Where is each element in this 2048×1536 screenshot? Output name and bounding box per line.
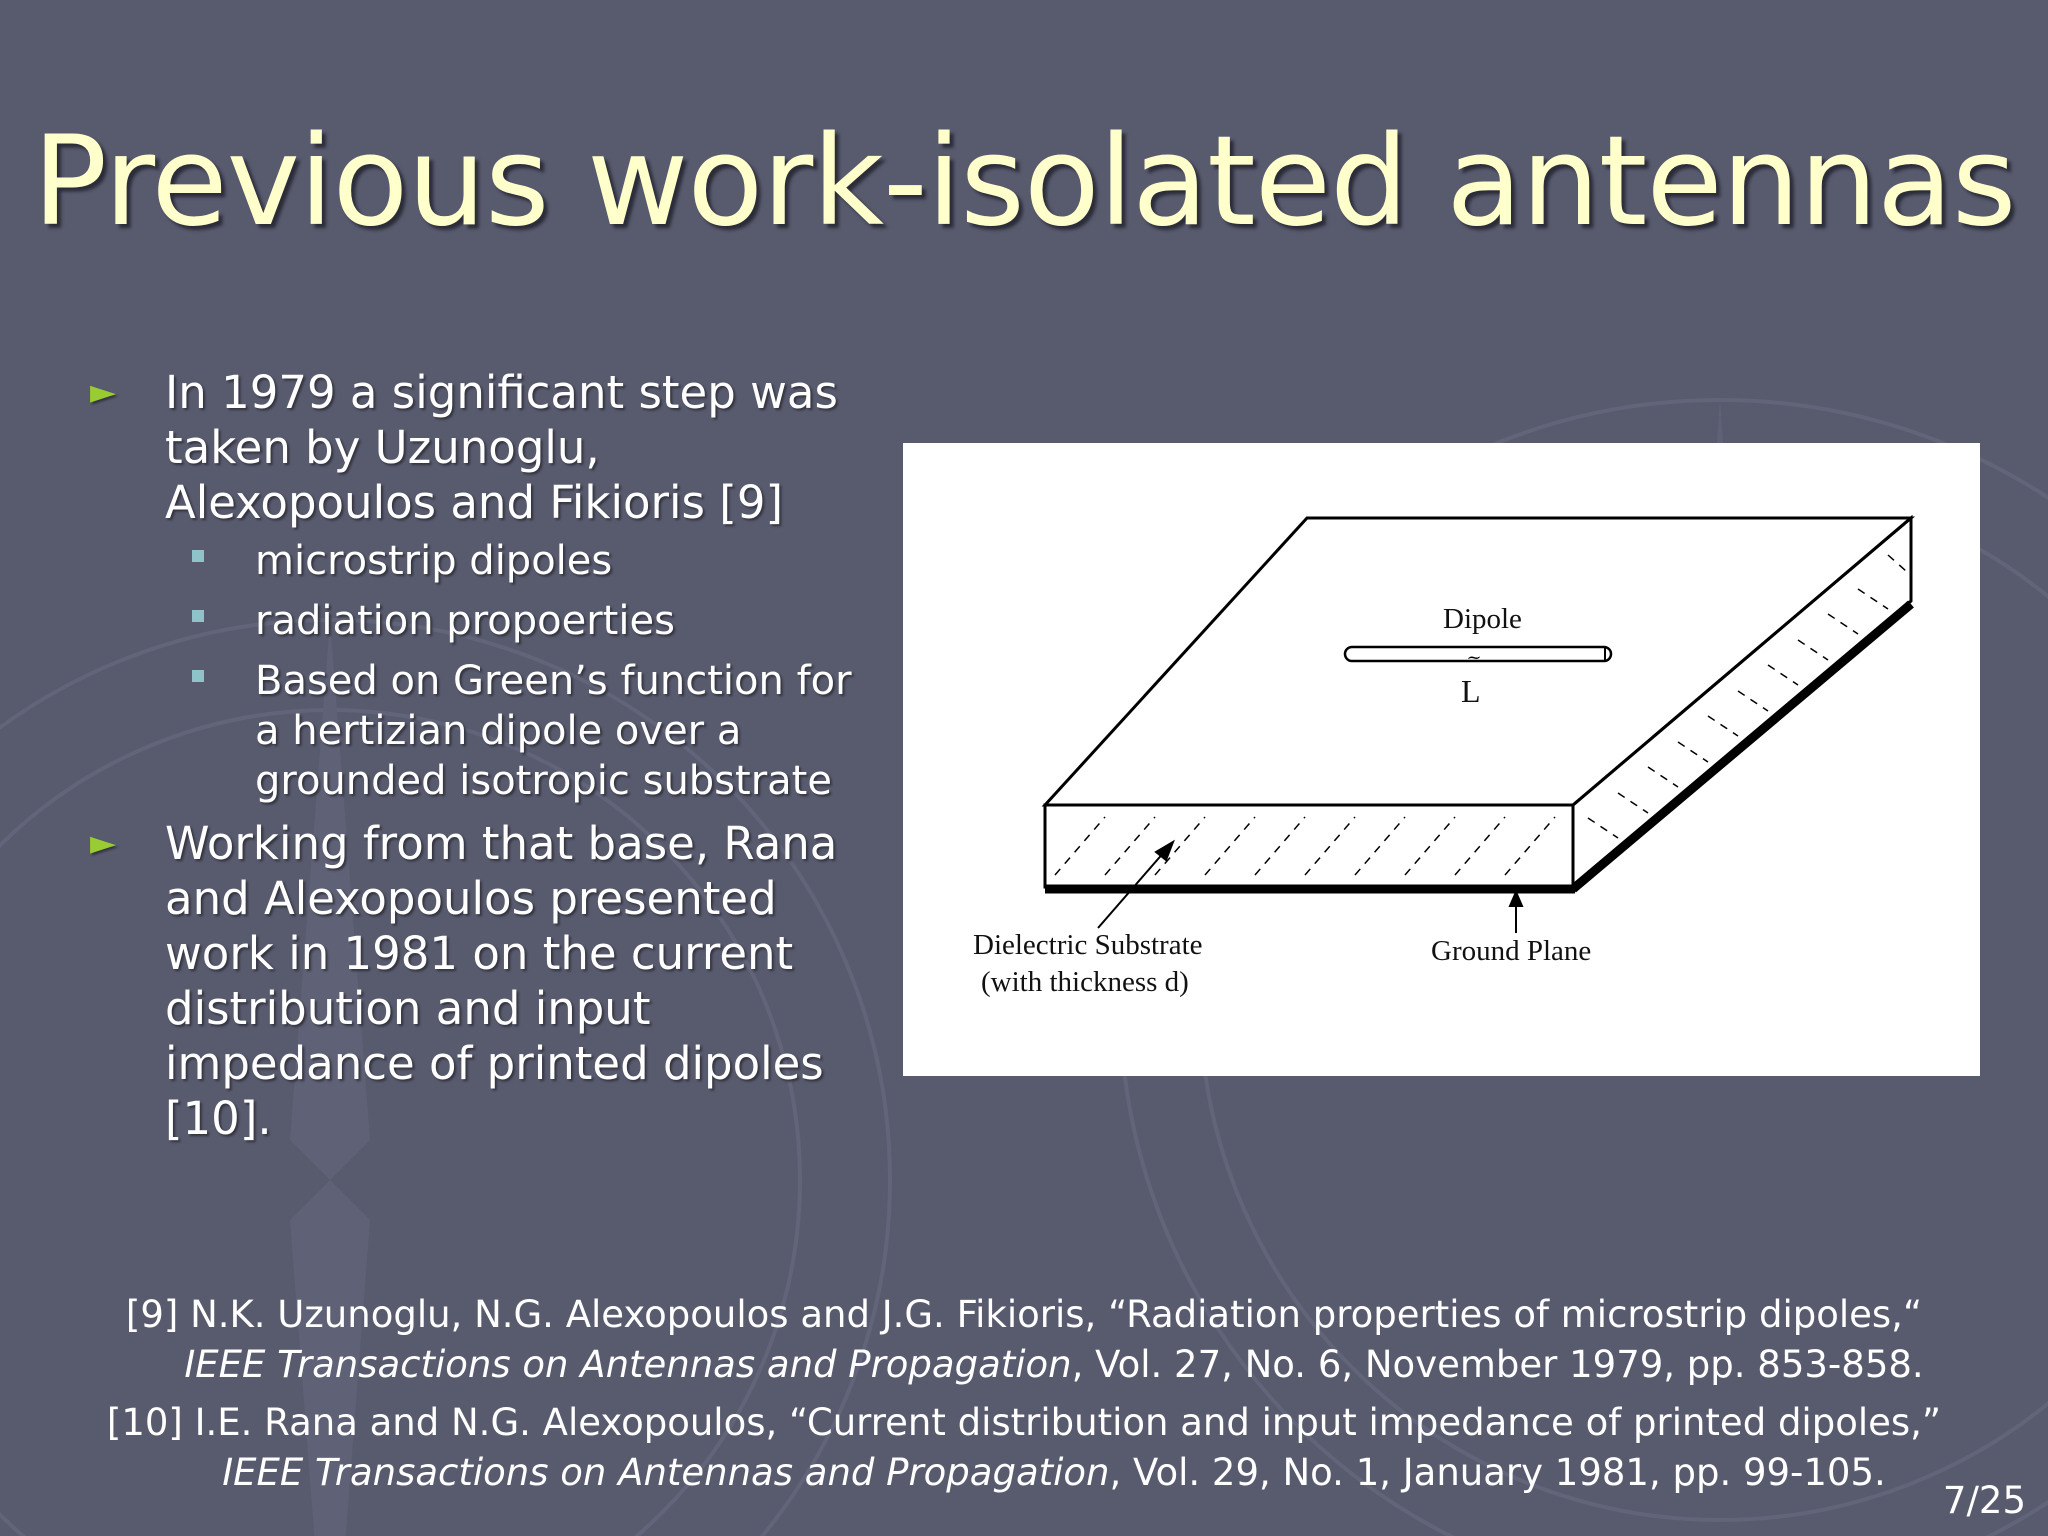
- printed-dipole-figure: [903, 443, 1980, 1076]
- length-label: L: [1461, 673, 1481, 709]
- dipole-label: Dipole: [1443, 603, 1522, 635]
- substrate-thickness-label: (with thickness d): [981, 966, 1189, 998]
- sub-bullet-list: [90, 536, 870, 806]
- ground-plane-label: Ground Plane: [1431, 935, 1592, 967]
- bullet-list: [90, 365, 870, 1146]
- sub-bullet-item: [90, 596, 870, 646]
- reference-details: , Vol. 29, No. 1, January 1981, pp. 99-105.: [1109, 1451, 1886, 1494]
- ground-plane-side: [1573, 604, 1911, 889]
- substrate-side-face: [1573, 518, 1911, 887]
- reference-journal: IEEE Transactions on Antennas and Propagation: [184, 1343, 1072, 1386]
- sub-bullet-text: Based on Green’s function for a hertizian dipole over a grounded isotropic substrate: [255, 658, 852, 804]
- triangle-bullet-icon: ►: [90, 372, 117, 412]
- page-number: 7/25: [1942, 1479, 2026, 1522]
- bullet-text: Working from that base, Rana and Alexopoulos presented work in 1981 on the current distribution and input impedance of printed dipoles [10].: [165, 817, 838, 1145]
- square-bullet-icon: [192, 610, 204, 622]
- reference-journal: IEEE Transactions on Antennas and Propagation: [222, 1451, 1110, 1494]
- references: [0, 1290, 2048, 1498]
- reference-details: , Vol. 27, No. 6, November 1979, pp. 853-858.: [1071, 1343, 1924, 1386]
- sub-bullet-text: microstrip dipoles: [255, 538, 613, 584]
- dipole-source-icon: ~: [1466, 647, 1482, 668]
- bullet-text: In 1979 a significant step was taken by Uzunoglu, Alexopoulos and Fikioris [9]: [165, 366, 838, 529]
- sub-bullet-text: radiation propoerties: [255, 598, 675, 644]
- slide-title: Previous work-isolated antennas: [32, 110, 2016, 254]
- triangle-bullet-icon: ►: [90, 823, 117, 863]
- reference-10-line2: [0, 1448, 2048, 1498]
- reference-9-line1: [9] N.K. Uzunoglu, N.G. Alexopoulos and J.G. Fikioris, “Radiation properties of microstrip dipoles,“: [125, 1293, 1923, 1336]
- bullet-item-1981: [90, 816, 870, 1146]
- bullet-item-1979: [90, 365, 870, 530]
- sub-bullet-item: [90, 536, 870, 586]
- substrate-label: Dielectric Substrate: [973, 929, 1203, 961]
- sub-bullet-item: [90, 656, 870, 806]
- square-bullet-icon: [192, 550, 204, 562]
- square-bullet-icon: [192, 670, 204, 682]
- substrate-front-face: [1045, 805, 1573, 887]
- reference-9-line2: [0, 1340, 2048, 1390]
- reference-10-line1: [10] I.E. Rana and N.G. Alexopoulos, “Current distribution and input impedance of printed dipoles,”: [106, 1401, 1942, 1444]
